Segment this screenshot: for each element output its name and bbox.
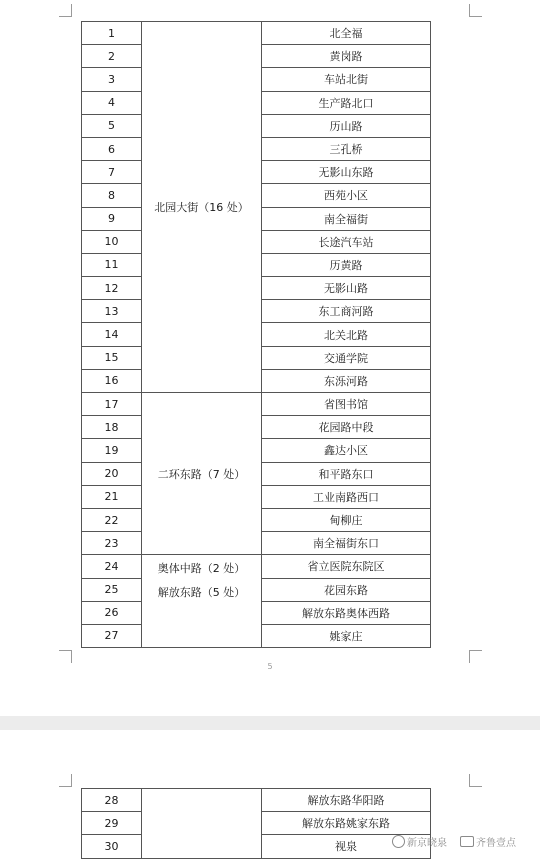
crop-mark-top-left <box>59 4 72 17</box>
category-label-jiefang: 解放东路（5 处） <box>157 586 246 600</box>
location-name-cell: 东工商河路 <box>262 300 431 323</box>
row-number-cell: 27 <box>82 624 142 647</box>
page-number: 5 <box>267 662 273 671</box>
row-number-cell: 25 <box>82 578 142 601</box>
location-table-page-2 <box>81 788 431 859</box>
row-number-cell: 22 <box>82 508 142 531</box>
location-name-cell: 黄岗路 <box>262 45 431 68</box>
row-number-cell: 11 <box>82 253 142 276</box>
table-row <box>82 555 431 578</box>
page-gap <box>0 716 540 730</box>
row-number-cell: 26 <box>82 601 142 624</box>
category-cell-erhuan: 二环东路（7 处） <box>142 393 262 555</box>
location-name-cell: 解放东路奥体西路 <box>262 601 431 624</box>
location-name-cell: 北关北路 <box>262 323 431 346</box>
location-name-cell: 解放东路姚家东路 <box>262 812 431 835</box>
row-number-cell: 18 <box>82 416 142 439</box>
document-page-2 <box>0 730 540 863</box>
row-number-cell: 20 <box>82 462 142 485</box>
row-number-cell: 12 <box>82 277 142 300</box>
row-number-cell: 15 <box>82 346 142 369</box>
row-number-cell: 5 <box>82 114 142 137</box>
location-name-cell: 南全福街东口 <box>262 532 431 555</box>
location-name-cell: 西苑小区 <box>262 184 431 207</box>
row-number-cell: 10 <box>82 230 142 253</box>
row-number-cell: 4 <box>82 91 142 114</box>
row-number-cell: 28 <box>82 789 142 812</box>
row-number-cell: 16 <box>82 369 142 392</box>
row-number-cell: 17 <box>82 393 142 416</box>
row-number-cell: 24 <box>82 555 142 578</box>
table-row <box>82 393 431 416</box>
watermark-chat-icon <box>460 836 474 847</box>
location-name-cell: 北全福 <box>262 22 431 45</box>
location-name-cell: 交通学院 <box>262 346 431 369</box>
location-name-cell: 历山路 <box>262 114 431 137</box>
location-name-cell: 无影山东路 <box>262 161 431 184</box>
watermark-logo-icon <box>392 835 405 848</box>
watermark-left-text: 新京晓泉 <box>407 838 447 849</box>
location-name-cell: 历黄路 <box>262 253 431 276</box>
row-number-cell: 9 <box>82 207 142 230</box>
watermark-left <box>392 834 447 849</box>
category-cell-aoti-jiefang <box>142 555 262 648</box>
table-row <box>82 22 431 45</box>
location-name-cell: 东泺河路 <box>262 369 431 392</box>
category-cell-continued <box>142 789 262 859</box>
category-label-aoti: 奥体中路（2 处） <box>157 562 246 576</box>
row-number-cell: 19 <box>82 439 142 462</box>
row-number-cell: 8 <box>82 184 142 207</box>
watermark-right <box>460 834 516 849</box>
row-number-cell: 30 <box>82 835 142 858</box>
table-row <box>82 789 431 812</box>
row-number-cell: 13 <box>82 300 142 323</box>
location-table-page-1 <box>81 21 431 648</box>
location-name-cell: 省立医院东院区 <box>262 555 431 578</box>
location-name-cell: 鑫达小区 <box>262 439 431 462</box>
row-number-cell: 14 <box>82 323 142 346</box>
location-name-cell: 和平路东口 <box>262 462 431 485</box>
location-name-cell: 省图书馆 <box>262 393 431 416</box>
row-number-cell: 1 <box>82 22 142 45</box>
location-name-cell: 视泉 <box>262 835 431 858</box>
location-name-cell: 解放东路华阳路 <box>262 789 431 812</box>
location-name-cell: 南全福街 <box>262 207 431 230</box>
category-cell-beiyuan: 北园大街（16 处） <box>142 22 262 393</box>
row-number-cell: 7 <box>82 161 142 184</box>
crop-mark-top-left <box>59 774 72 787</box>
location-name-cell: 长途汽车站 <box>262 230 431 253</box>
row-number-cell: 21 <box>82 485 142 508</box>
row-number-cell: 2 <box>82 45 142 68</box>
location-name-cell: 姚家庄 <box>262 624 431 647</box>
location-name-cell: 花园路中段 <box>262 416 431 439</box>
location-name-cell: 生产路北口 <box>262 91 431 114</box>
row-number-cell: 3 <box>82 68 142 91</box>
crop-mark-top-right <box>469 774 482 787</box>
watermark-right-text: 齐鲁壹点 <box>476 838 516 849</box>
location-name-cell: 三孔桥 <box>262 137 431 160</box>
location-name-cell: 甸柳庄 <box>262 508 431 531</box>
location-name-cell: 花园东路 <box>262 578 431 601</box>
row-number-cell: 23 <box>82 532 142 555</box>
crop-mark-top-right <box>469 4 482 17</box>
location-name-cell: 工业南路西口 <box>262 485 431 508</box>
row-number-cell: 6 <box>82 137 142 160</box>
location-name-cell: 车站北街 <box>262 68 431 91</box>
row-number-cell: 29 <box>82 812 142 835</box>
location-name-cell: 无影山路 <box>262 277 431 300</box>
